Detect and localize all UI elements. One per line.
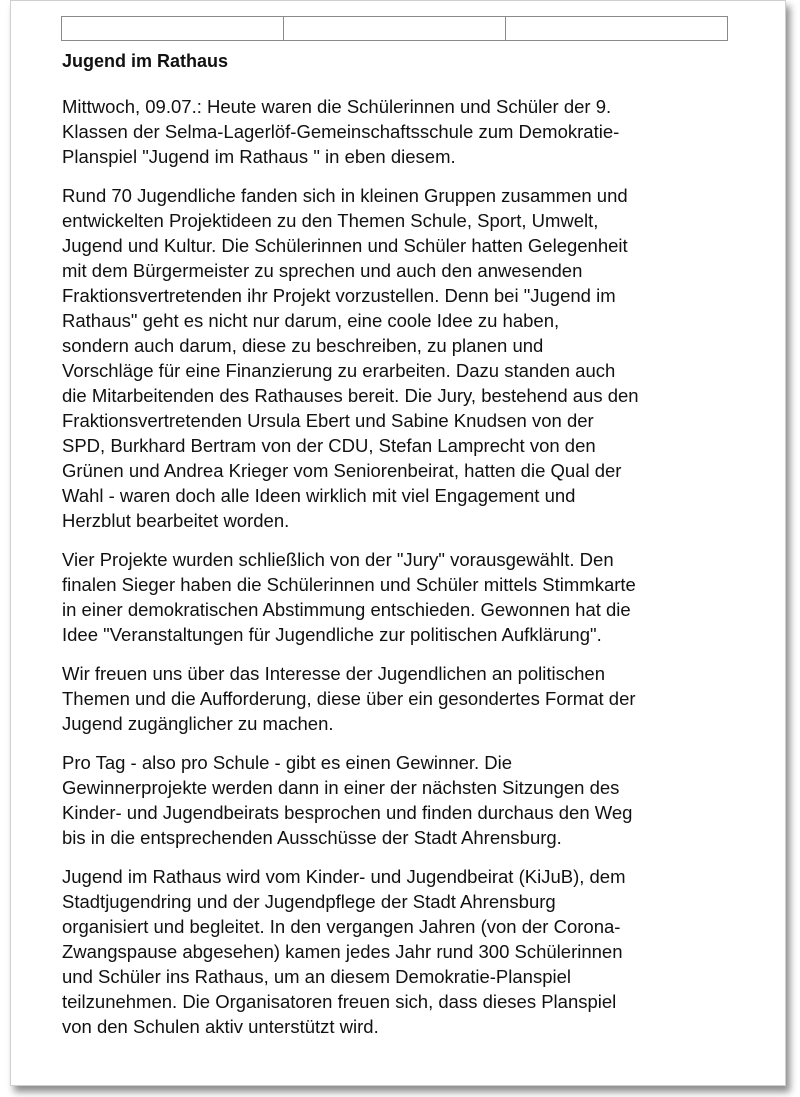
paragraph-intro: Mittwoch, 09.07.: Heute waren die Schülerinnen und Schüler der 9. Klassen der Selma-Lagerlöf-Gemeinschaftsschule zum Demokratie- Planspiel "Jugend im Rathaus " in eben diesem. <box>62 96 620 167</box>
paragraph-interest: Wir freuen uns über das Interesse der Jugendlichen an politischen Themen und die Aufforderung, diese über ein gesondertes Format der Jugend zugänglicher zu machen. <box>62 663 636 734</box>
document-page <box>10 0 786 1086</box>
header-cell-1 <box>62 17 284 40</box>
header-cell-3 <box>506 17 727 40</box>
document-body <box>62 49 752 1053</box>
paragraph-projects: Rund 70 Jugendliche fanden sich in kleinen Gruppen zusammen und entwickelten Projektideen zu den Themen Schule, Sport, Umwelt, Jugend und Kultur. Die Schülerinnen und Schüler hatten Gelegenheit mit dem Bürgermeister zu sprechen und auch den anwesenden Fraktionsvertretenden ihr Projekt vorzustellen. Denn bei "Jugend im Rathaus" geht es nicht nur darum, eine coole Idee zu haben, sondern auch darum, diese zu beschreiben, zu planen und Vorschläge für eine Finanzierung zu erarbeiten. Dazu standen auch die Mitarbeitenden des Rathauses bereit. Die Jury, bestehend aus den Fraktionsvertretenden Ursula Ebert und Sabine Knudsen von der SPD, Burkhard Bertram von der CDU, Stefan Lamprecht von den Grünen und Andrea Krieger vom Seniorenbeirat, hatten die Qual der Wahl - waren doch alle Ideen wirklich mit viel Engagement und Herzblut bearbeitet worden. <box>62 185 639 531</box>
paragraph-organisation: Jugend im Rathaus wird vom Kinder- und Jugendbeirat (KiJuB), dem Stadtjugendring und der Jugendpflege der Stadt Ahrensburg organisiert und begleitet. In den vergangen Jahren (von der Corona- Zwangspause abgesehen) kamen jedes Jahr rund 300 Schülerinnen und Schüler ins Rathaus, um an diesem Demokratie-Planspiel teilzunehmen. Die Organisatoren freuen sich, dass dieses Planspiel von den Schulen aktiv unterstützt wird. <box>62 866 626 1037</box>
paragraph-selection: Vier Projekte wurden schließlich von der "Jury" vorausgewählt. Den finalen Sieger haben die Schülerinnen und Schüler mittels Stimmkarte in einer demokratischen Abstimmung entschieden. Gewonnen hat die Idee "Veranstaltungen für Jugendliche zur politischen Aufklärung". <box>62 549 636 645</box>
document-title: Jugend im Rathaus <box>62 51 229 71</box>
paragraph-winner: Pro Tag - also pro Schule - gibt es einen Gewinner. Die Gewinnerprojekte werden dann in einer der nächsten Sitzungen des Kinder- und Jugendbeirats besprochen und finden durchaus den Weg bis in die entsprechenden Ausschüsse der Stadt Ahrensburg. <box>62 752 633 848</box>
header-table <box>61 16 728 41</box>
header-cell-2 <box>284 17 506 40</box>
